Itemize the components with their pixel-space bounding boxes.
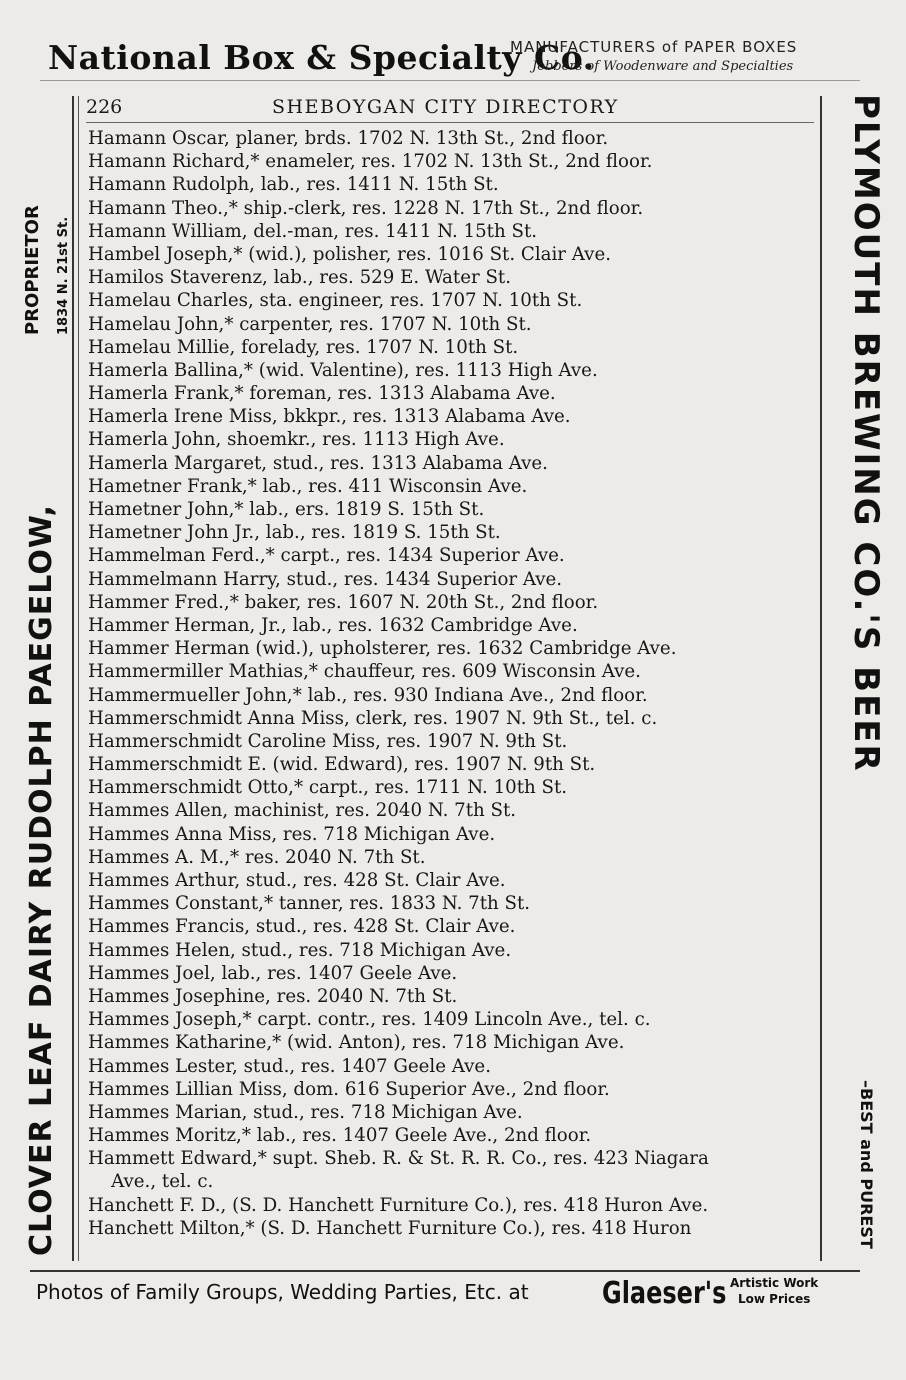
list-item: Hametner Frank,* lab., res. 411 Wisconsin Ave. xyxy=(88,475,528,497)
list-item: Hammelmann Harry, stud., res. 1434 Superior Ave. xyxy=(88,568,563,590)
right-ad-sub: –BEST and PUREST xyxy=(857,1080,876,1249)
list-item: Hamann Theo.,* ship.-clerk, res. 1228 N. 17th St., 2nd floor. xyxy=(88,197,644,219)
list-item: Hammes Arthur, stud., res. 428 St. Clair Ave. xyxy=(88,870,506,891)
list-item: Hamann Rudolph, lab., res. 1411 N. 15th St. xyxy=(88,174,499,196)
bottom-ad-glaeser: Glaeser's xyxy=(602,1276,727,1311)
list-item: Hammerschmidt Anna Miss, clerk, res. 1907 N. 9th St., tel. c. xyxy=(88,707,658,729)
list-item: Hamerla Ballina,* (wid. Valentine), res. 1113 High Ave. xyxy=(88,359,598,381)
list-item: Hamann Richard,* enameler, res. 1702 N. 13th St., 2nd floor. xyxy=(88,151,653,173)
list-item: Hammes Lillian Miss, dom. 616 Superior Ave., 2nd floor. xyxy=(88,1078,610,1100)
list-item: Ave., tel. c. xyxy=(88,1171,214,1193)
list-item: Hammelman Ferd.,* carpt., res. 1434 Superior Ave. xyxy=(88,545,565,567)
list-item: Hammes A. M.,* res. 2040 N. 7th St. xyxy=(88,846,426,868)
list-item: Hambel Joseph,* (wid.), polisher, res. 1016 St. Clair Ave. xyxy=(88,243,611,265)
left-ad-main: CLOVER LEAF DAIRY RUDOLPH PAEGELOW, xyxy=(24,504,59,1256)
top-ad-line1: MANUFACTURERS of PAPER BOXES xyxy=(510,38,798,56)
list-item: Hammes Joseph,* carpt. contr., res. 1409 Lincoln Ave., tel. c. xyxy=(88,1009,651,1031)
list-item: Hammes Anna Miss, res. 718 Michigan Ave. xyxy=(88,823,496,845)
list-item: Hammermiller Mathias,* chauffeur, res. 609 Wisconsin Ave. xyxy=(88,661,641,683)
top-ad-line2: Jobbers of Woodenware and Specialties xyxy=(532,59,794,74)
page-number: 226 xyxy=(86,96,123,118)
list-item: Hamilos Staverenz, lab., res. 529 E. Water St. xyxy=(88,267,512,289)
list-item: Hammer Herman (wid.), upholsterer, res. 1632 Cambridge Ave. xyxy=(88,638,677,660)
list-item: Hamann Oscar, planer, brds. 1702 N. 13th St., 2nd floor. xyxy=(88,128,609,149)
list-item: Hametner John Jr., lab., res. 1819 S. 15th St. xyxy=(88,522,501,544)
top-ad-brand: National Box & Specialty Co. xyxy=(48,38,595,77)
left-advertisement xyxy=(16,90,86,1270)
bottom-ad-low-prices: Low Prices xyxy=(738,1292,811,1306)
list-item: Hanchett F. D., (S. D. Hanchett Furniture Co.), res. 418 Huron Ave. xyxy=(88,1194,709,1216)
left-border xyxy=(72,96,74,1261)
list-item: Hamerla Frank,* foreman, res. 1313 Alabama Ave. xyxy=(88,383,556,405)
list-item: Hamelau John,* carpenter, res. 1707 N. 10th St. xyxy=(88,313,532,335)
list-item: Hammes Lester, stud., res. 1407 Geele Ave. xyxy=(88,1055,491,1077)
header-divider xyxy=(86,122,814,123)
bottom-divider xyxy=(30,1270,860,1272)
list-item: Hamann William, del.-man, res. 1411 N. 15th St. xyxy=(88,220,538,242)
list-item: Hammer Fred.,* baker, res. 1607 N. 20th St., 2nd floor. xyxy=(88,591,599,613)
right-border xyxy=(820,96,822,1261)
left-ad-address: 1834 N. 21st St. xyxy=(56,216,71,335)
list-item: Hammerschmidt Caroline Miss, res. 1907 N. 9th St. xyxy=(88,730,568,752)
list-item: Hammes Joel, lab., res. 1407 Geele Ave. xyxy=(88,962,458,984)
list-item: Hamelau Millie, forelady, res. 1707 N. 10th St. xyxy=(88,336,519,358)
list-item: Hamerla Irene Miss, bkkpr., res. 1313 Alabama Ave. xyxy=(88,406,571,428)
list-item: Hammes Constant,* tanner, res. 1833 N. 7th St. xyxy=(88,893,531,915)
bottom-ad-photos: Photos of Family Groups, Wedding Parties, Etc. at xyxy=(36,1280,529,1304)
top-divider xyxy=(40,80,860,81)
list-item: Hammes Katharine,* (wid. Anton), res. 718 Michigan Ave. xyxy=(88,1032,625,1054)
right-ad-main: PLYMOUTH BREWING CO.'S BEER xyxy=(846,94,886,773)
left-border-inner xyxy=(78,96,79,1261)
list-item: Hammes Josephine, res. 2040 N. 7th St. xyxy=(88,985,458,1007)
directory-entries xyxy=(88,127,818,1240)
list-item: Hammerschmidt E. (wid. Edward), res. 1907 N. 9th St. xyxy=(88,754,596,776)
list-item: Hammermueller John,* lab., res. 930 Indiana Ave., 2nd floor. xyxy=(88,684,648,706)
left-ad-proprietor: PROPRIETOR xyxy=(22,205,43,335)
list-item: Hammes Allen, machinist, res. 2040 N. 7th St. xyxy=(88,800,517,822)
list-item: Hamerla Margaret, stud., res. 1313 Alabama Ave. xyxy=(88,452,548,474)
list-item: Hammes Marian, stud., res. 718 Michigan Ave. xyxy=(88,1101,523,1123)
page-header xyxy=(86,94,814,122)
list-item: Hammer Herman, Jr., lab., res. 1632 Cambridge Ave. xyxy=(88,614,578,636)
list-item: Hamerla John, shoemkr., res. 1113 High Ave. xyxy=(88,429,505,451)
list-item: Hammes Francis, stud., res. 428 St. Clair Ave. xyxy=(88,916,516,938)
list-item: Hammes Helen, stud., res. 718 Michigan Ave. xyxy=(88,939,512,961)
list-item: Hammes Moritz,* lab., res. 1407 Geele Ave., 2nd floor. xyxy=(88,1125,592,1147)
page-title: SHEBOYGAN CITY DIRECTORY xyxy=(272,96,619,118)
list-item: Hammerschmidt Otto,* carpt., res. 1711 N. 10th St. xyxy=(88,777,568,799)
bottom-ad-artistic: Artistic Work xyxy=(730,1276,819,1290)
list-item: Hametner John,* lab., ers. 1819 S. 15th St. xyxy=(88,499,485,520)
right-advertisement xyxy=(822,90,892,1270)
list-item: Hanchett Milton,* (S. D. Hanchett Furniture Co.), res. 418 Huron xyxy=(88,1217,692,1239)
bottom-advertisement xyxy=(36,1276,856,1326)
list-item: Hamelau Charles, sta. engineer, res. 1707 N. 10th St. xyxy=(88,290,583,312)
list-item: Hammett Edward,* supt. Sheb. R. & St. R. R. Co., res. 423 Niagara xyxy=(88,1148,709,1170)
